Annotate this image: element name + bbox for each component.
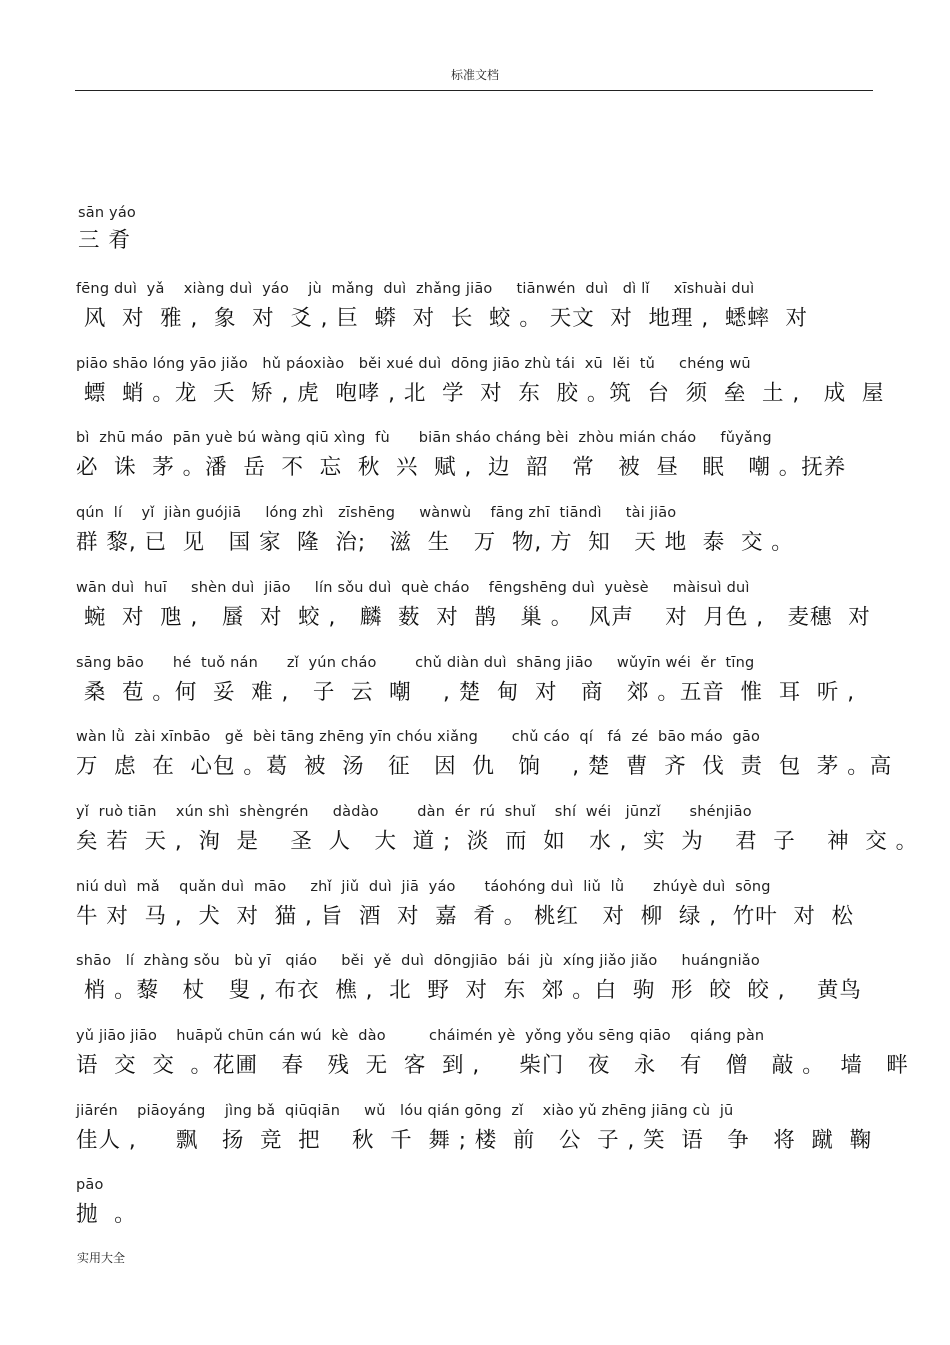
poem-line <box>76 654 876 708</box>
line-pinyin: yǐ ruò tiān xún shì shèngrén dàdào dàn ér rú shuǐ shí wéi jūnzǐ shénjiāo <box>76 803 752 820</box>
poem-line <box>76 803 919 857</box>
poem-line <box>76 1102 876 1156</box>
poem-line <box>76 579 876 633</box>
line-hanzi: 万 虑 在 心包 。葛 被 汤 征 因 仇 饷 , 楚 曹 齐 伐 责 包 茅 。高 <box>76 754 893 780</box>
line-pinyin: yǔ jiāo jiāo huāpǔ chūn cán wú kè dào cháimén yè yǒng yǒu sēng qiāo qiáng pàn <box>76 1028 765 1044</box>
line-hanzi: 风 对 雅 , 象 对 爻 , 巨 蟒 对 长 蛟 。 天文 对 地理 , 蟋蟀 对 <box>76 306 809 331</box>
poem-line <box>76 728 893 782</box>
line-hanzi: 蜿 对 虺 , 蜃 对 蛟 , 麟 薮 对 鹊 巢 。 风声 对 月色 , 麦穗 对 <box>76 604 871 630</box>
poem-line <box>76 1176 876 1230</box>
header-divider <box>75 90 873 91</box>
line-hanzi: 桑 苞 。何 妥 难 , 子 云 嘲 , 楚 甸 对 商 郊 。五音 惟 耳 听 , <box>76 679 856 705</box>
line-hanzi: 梢 。藜 杖 叟 , 布衣 樵 , 北 野 对 东 郊 。白 驹 形 皎 皎 , 黄鸟 <box>76 978 862 1004</box>
line-pinyin: shāo lí zhàng sǒu bù yī qiáo běi yě duì dōngjiāo bái jù xíng jiǎo jiǎo huángniǎo <box>76 953 760 970</box>
poem-line <box>76 952 876 1006</box>
line-pinyin: pāo <box>76 1177 104 1194</box>
poem-line <box>76 878 876 932</box>
poem-line <box>76 280 876 334</box>
page-footer: 实用大全 <box>77 1251 126 1265</box>
line-pinyin: bì zhū máo pān yuè bú wàng qiū xìng fù biān sháo cháng bèi zhòu mián cháo fǔyǎng <box>76 430 772 447</box>
line-pinyin: sāng bāo hé tuǒ nán zǐ yún cháo chǔ diàn duì shāng jiāo wǔyīn wéi ěr tīng <box>76 654 755 671</box>
title-pinyin: sān yáo <box>78 205 136 221</box>
poem-line <box>76 1027 909 1081</box>
line-hanzi: 牛 对 马 , 犬 对 猫 , 旨 酒 对 嘉 肴 。 桃红 对 柳 绿 , 竹叶 对 松 <box>76 903 855 929</box>
line-pinyin: jiārén piāoyáng jìng bǎ qiūqiān wǔ lóu qián gōng zǐ xiào yǔ zhēng jiāng cù jū <box>76 1102 734 1119</box>
line-hanzi: 必 诛 茅 。潘 岳 不 忘 秋 兴 赋 , 边 韶 常 被 昼 眠 嘲 。抚养 <box>76 455 847 481</box>
poem-title <box>78 204 136 256</box>
poem-line <box>76 429 876 483</box>
line-pinyin: niú duì mǎ quǎn duì māo zhǐ jiǔ duì jiā yáo táohóng duì liǔ lǜ zhúyè duì sōng <box>76 878 771 895</box>
poem-line <box>76 504 876 558</box>
line-hanzi: 螵 蛸 。龙 夭 矫 , 虎 咆哮 , 北 学 对 东 胶 。筑 台 须 垒 土 , 成 屋 <box>76 380 885 406</box>
line-pinyin: qún lí yǐ jiàn guójiā lóng zhì zīshēng wànwù fāng zhī tiāndì tài jiāo <box>76 505 677 522</box>
line-pinyin: wàn lǜ zài xīnbāo gě bèi tāng zhēng yīn chóu xiǎng chǔ cáo qí fá zé bāo máo gāo <box>76 729 761 746</box>
poem-line <box>76 355 885 409</box>
line-pinyin: piāo shāo lóng yāo jiǎo hǔ páoxiào běi xué duì dōng jiāo zhù tái xū lěi tǔ chéng wū <box>76 355 751 372</box>
title-hanzi: 三 肴 <box>78 228 131 253</box>
line-hanzi: 群 黎, 已 见 国 家 隆 治; 滋 生 万 物, 方 知 天 地 泰 交 。 <box>76 530 794 556</box>
line-pinyin: fēng duì yǎ xiàng duì yáo jù mǎng duì zhǎng jiāo tiānwén duì dì lǐ xīshuài duì <box>76 281 755 297</box>
line-hanzi: 佳人 , 飘 扬 竞 把 秋 千 舞 ; 楼 前 公 子 , 笑 语 争 将 蹴 鞠 <box>76 1127 873 1153</box>
line-hanzi: 语 交 交 。花圃 春 残 无 客 到 , 柴门 夜 永 有 僧 敲 。 墙 畔 <box>76 1053 909 1078</box>
line-hanzi: 矣 若 天 , 洵 是 圣 人 大 道 ; 淡 而 如 水 , 实 为 君 子 神 交 。 <box>76 828 919 854</box>
page-header: 标准文档 <box>450 68 499 82</box>
line-pinyin: wān duì huī shèn duì jiāo lín sǒu duì què cháo fēngshēng duì yuèsè màisuì duì <box>76 579 750 596</box>
line-hanzi: 抛 。 <box>76 1202 137 1228</box>
